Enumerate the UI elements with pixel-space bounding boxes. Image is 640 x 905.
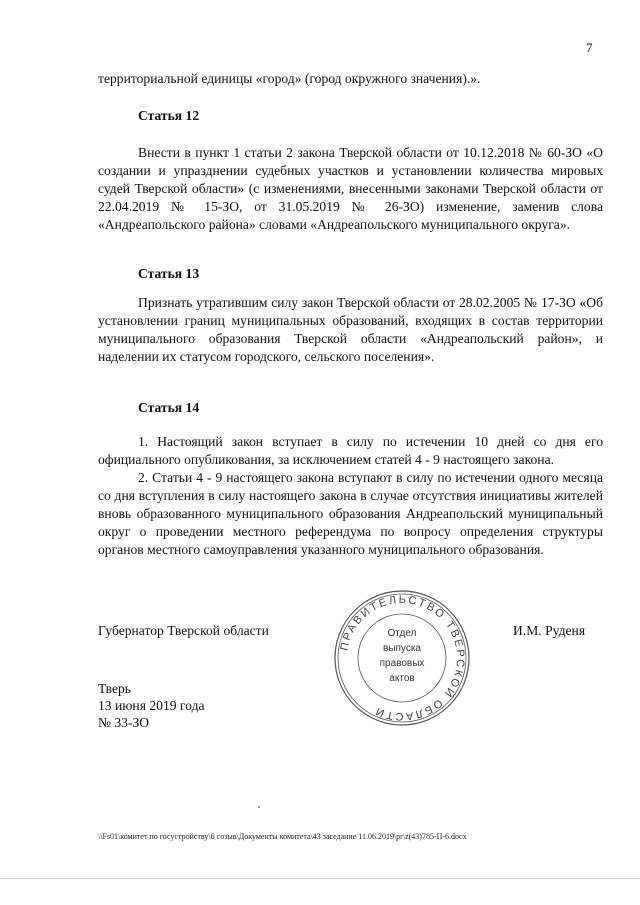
article-13-heading: Статья 13 [138,266,200,281]
date: 13 июня 2019 года [98,698,205,713]
article-13-body [98,294,603,366]
stamp-line: правовых [379,658,425,669]
stamp-inner-text [360,626,444,686]
article-14-body [98,433,603,559]
article-13-paragraph: Признать утратившим силу закон Тверской области от 28.02.2005 № 17-ЗО «Об установлении границ муниципальных образований, входящих в состав территории муниципального образования Тверской области «Андреапольский район», и наделении их статусом городского, сельского поселения». [98,295,603,364]
article-14-paragraph-1: 1. Настоящий закон вступает в силу по истечении 10 дней со дня его официального опубликования, за исключением статей 4 - 9 настоящего закона. [98,434,603,467]
page-bottom-divider [0,878,640,879]
continuation-text: территориальной единицы «город» (город окружного значения).». [98,71,481,86]
signature-position: Губернатор Тверской области [98,623,269,638]
page-number: 7 [586,40,593,55]
article-12-heading: Статья 12 [138,108,200,123]
article-14-heading: Статья 14 [138,400,200,415]
article-14-paragraph-2: 2. Статьи 4 - 9 настоящего закона вступают в силу по истечении одного месяца со дня вступления в силу настоящего закона в случае отсутствия инициативы жителей вновь образованного муниципального образования Андреапольский муниципальный округ о проведении местного референдума по вопросу определения структуры органов местного самоуправления указанного муниципального образования. [98,470,603,557]
stamp-line: Отдел [387,628,417,639]
stamp-ring-text: ПРАВИТЕЛЬСТВО ТВЕРСКОЙ ОБЛАСТИ [338,593,467,723]
place-date-block [98,680,205,731]
stamp-line: выпуска [383,643,421,654]
stray-dot [258,806,260,808]
article-12-body [98,144,603,234]
continuation-block [98,70,603,88]
law-number: № 33-ЗО [98,715,150,730]
place: Тверь [98,681,131,696]
file-path-footer: \\Fs01\комитет по госустройству\6 созыв\Документы комитета\43 заседание 11.06.2019\pr\z(43)785-П-6.docx [98,832,467,841]
article-12-paragraph: Внести в пункт 1 статьи 2 закона Тверской области от 10.12.2018 № 60-ЗО «О создании и упразднении судебных участков и установлении количества мировых судей Тверской области» (с изменениями, внесенными законами Тверской области от 22.04.2019 № 15-ЗО, от 31.05.2019 № 26-ЗО) изменение, заменив слова «Андреапольского района» словами «Андреапольского муниципального округа». [98,145,603,232]
stamp-line: актов [389,673,415,684]
signature-name: И.М. Руденя [513,623,586,638]
